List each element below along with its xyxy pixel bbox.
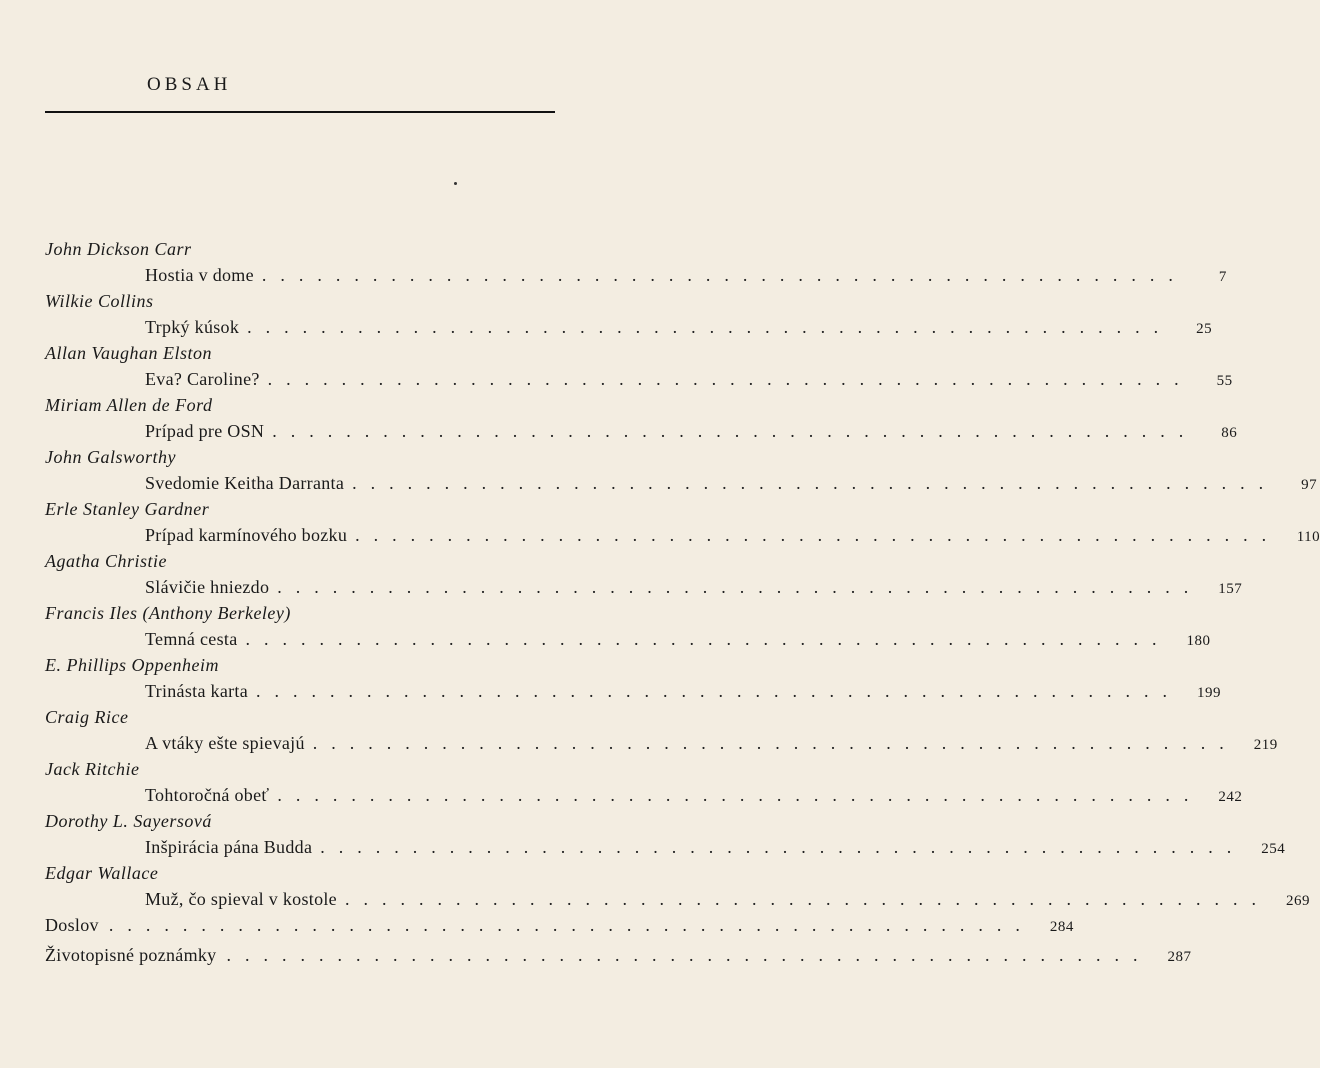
entry-title-line (145, 369, 1233, 393)
entry-page-number: 55 (1216, 373, 1233, 389)
dot-leader: .................................................. (226, 945, 1152, 965)
entry-title-line (145, 733, 1278, 757)
entry-author: Erle Stanley Gardner (45, 499, 210, 519)
dot-leader: .................................................. (312, 733, 1238, 753)
entry-title-line (145, 317, 1213, 341)
entry-page-number: 269 (1285, 893, 1310, 909)
toc-entry (45, 759, 1243, 811)
entry-title: Svedomie Keitha Darranta (145, 473, 345, 493)
entry-author: Edgar Wallace (45, 863, 159, 883)
entry-title-line (145, 473, 1318, 497)
entry-author: E. Phillips Oppenheim (45, 655, 219, 675)
entry-title: Temná cesta (145, 629, 238, 649)
back-matter-title: Životopisné poznámky (45, 945, 217, 965)
toc-entry (45, 447, 1318, 499)
entry-author: Jack Ritchie (45, 759, 140, 779)
dot-leader: .................................................. (320, 837, 1246, 857)
dot-leader: .................................................. (108, 915, 1034, 935)
entry-title-line (145, 629, 1211, 653)
toc-entry (45, 707, 1278, 759)
dot-leader: .................................................. (344, 889, 1270, 909)
entry-title-line (145, 265, 1227, 289)
table-of-contents (45, 239, 1320, 975)
entry-title-line (145, 837, 1286, 861)
back-matter-page-number: 284 (1049, 919, 1074, 935)
entry-page-number: 25 (1196, 321, 1213, 337)
entry-title: Hostia v dome (145, 265, 254, 285)
back-matter-page-number: 287 (1167, 949, 1192, 965)
dot-leader: .................................................. (352, 473, 1278, 493)
entry-author: Francis Iles (Anthony Berkeley) (45, 603, 291, 623)
entry-author: Allan Vaughan Elston (45, 343, 212, 363)
stray-mark (454, 182, 457, 185)
entry-title-line (145, 681, 1222, 705)
entry-page-number: 199 (1197, 685, 1222, 701)
entry-page-number: 254 (1261, 841, 1286, 857)
entry-page-number: 110 (1296, 529, 1320, 545)
entry-title: Trpký kúsok (145, 317, 240, 337)
entry-author: Dorothy L. Sayersová (45, 811, 212, 831)
entry-author: Craig Rice (45, 707, 129, 727)
dot-leader: .................................................. (277, 577, 1203, 597)
entry-title: Prípad pre OSN (145, 421, 265, 441)
heading-rule (45, 111, 555, 113)
entry-title-line (145, 577, 1243, 601)
entry-title-line (145, 889, 1310, 913)
entry-title: Tohtoročná obeť (145, 785, 270, 805)
toc-entry (45, 343, 1233, 395)
back-matter-title: Doslov (45, 915, 99, 935)
entry-title: Prípad karmínového bozku (145, 525, 348, 545)
entry-page-number: 219 (1253, 737, 1278, 753)
toc-entry (45, 395, 1238, 447)
entry-author: Agatha Christie (45, 551, 168, 571)
entry-page-number: 242 (1218, 789, 1243, 805)
toc-entry (45, 551, 1243, 603)
entry-page-number: 86 (1221, 425, 1238, 441)
toc-entry (45, 863, 1310, 915)
entry-title: A vtáky ešte spievajú (145, 733, 305, 753)
entry-author: John Galsworthy (45, 447, 176, 467)
entry-title-line (145, 421, 1238, 445)
dot-leader: .................................................. (245, 629, 1171, 649)
entry-page-number: 157 (1218, 581, 1243, 597)
entry-page-number: 97 (1301, 477, 1318, 493)
toc-entry (45, 655, 1222, 707)
toc-entry (45, 291, 1213, 343)
entry-title-line (145, 525, 1320, 549)
toc-entry (45, 239, 1227, 291)
entry-page-number: 7 (1218, 269, 1227, 285)
page-heading: OBSAH (147, 74, 232, 95)
toc-back-matter-entry (45, 945, 1192, 975)
dot-leader: .................................................. (355, 525, 1281, 545)
dot-leader: .................................................. (256, 681, 1182, 701)
entry-title: Slávičie hniezdo (145, 577, 270, 597)
entry-page-number: 180 (1186, 633, 1211, 649)
dot-leader: .................................................. (272, 421, 1198, 441)
entry-title: Muž, čo spieval v kostole (145, 889, 337, 909)
toc-entry (45, 499, 1320, 551)
toc-back-matter-entry (45, 915, 1074, 945)
entry-author: John Dickson Carr (45, 239, 192, 259)
entry-title: Inšpirácia pána Budda (145, 837, 313, 857)
toc-entry (45, 811, 1286, 863)
toc-entry (45, 603, 1211, 655)
dot-leader: .................................................. (277, 785, 1203, 805)
entry-author: Wilkie Collins (45, 291, 154, 311)
entry-title-line (145, 785, 1243, 809)
entry-title: Eva? Caroline? (145, 369, 260, 389)
dot-leader: .................................................. (247, 317, 1173, 337)
dot-leader: .................................................. (267, 369, 1193, 389)
entry-title: Trinásta karta (145, 681, 249, 701)
dot-leader: .................................................. (261, 265, 1187, 285)
entry-author: Miriam Allen de Ford (45, 395, 213, 415)
